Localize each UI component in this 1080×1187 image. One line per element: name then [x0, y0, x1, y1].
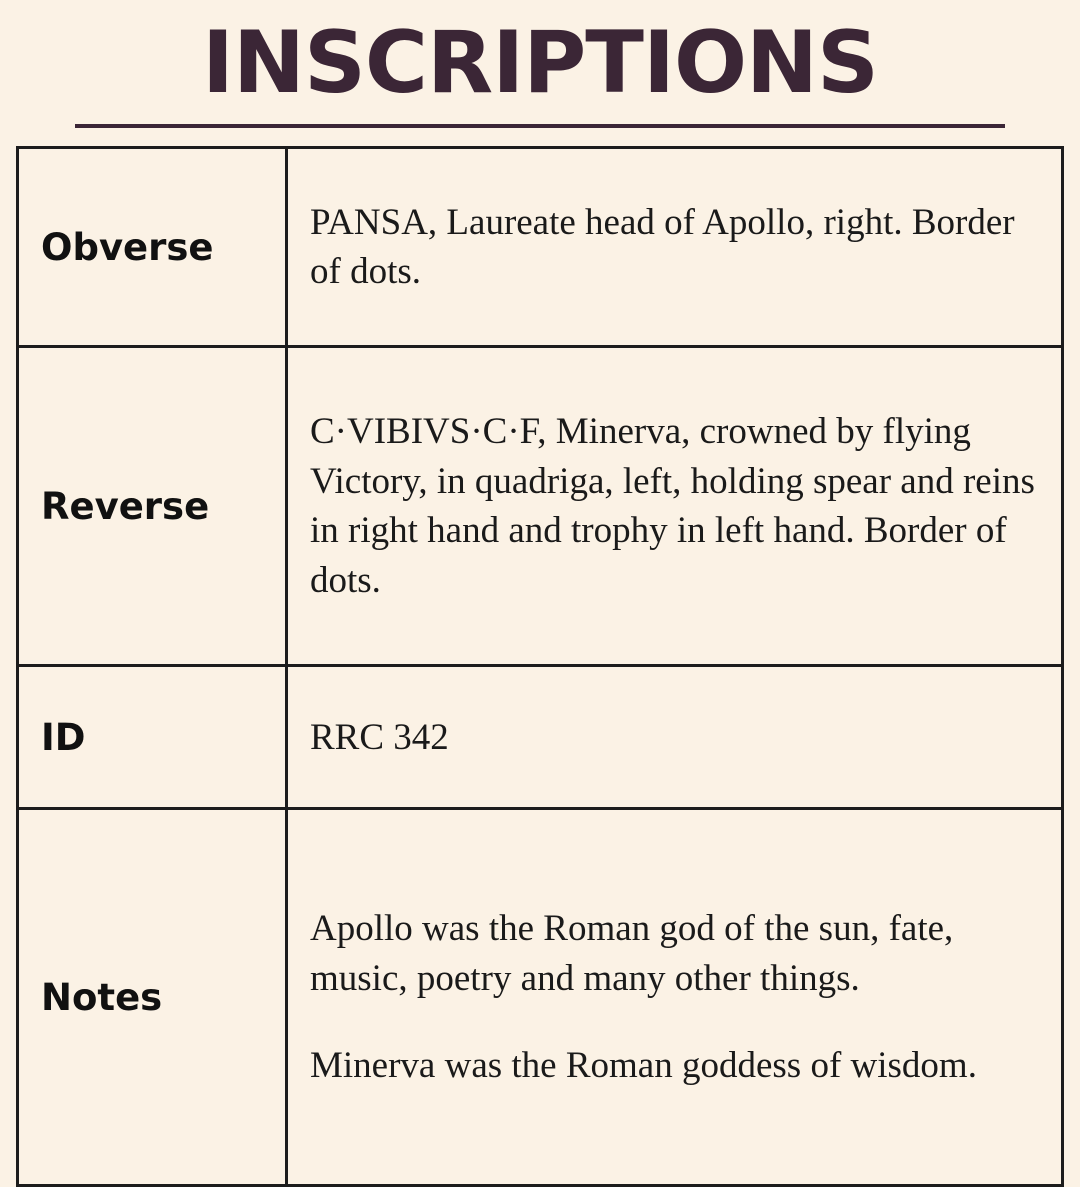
row-value-paragraph: PANSA, Laureate head of Apollo, right. Border of dots.: [310, 201, 1015, 293]
table-row: [18, 347, 1063, 666]
row-label-reverse: Reverse: [18, 347, 287, 666]
row-label-notes: Notes: [18, 809, 287, 1186]
row-value-notes: [287, 809, 1063, 1186]
row-value-paragraph: C·VIBIVS·C·F, Minerva, crowned by flying Victory, in quadriga, left, holding spear and reins in right hand and trophy in left hand. Border of dots.: [310, 411, 1035, 601]
inscriptions-table: [16, 146, 1064, 1187]
row-value-paragraph: Minerva was the Roman goddess of wisdom.: [310, 1045, 977, 1087]
table-row: [18, 148, 1063, 347]
row-value-obverse: [287, 148, 1063, 347]
row-value-paragraph: RRC 342: [310, 716, 449, 758]
row-value-paragraph: Apollo was the Roman god of the sun, fate, music, poetry and many other things.: [310, 907, 954, 999]
title-divider: [75, 124, 1005, 128]
row-value-id: [287, 666, 1063, 809]
page-title: INSCRIPTIONS: [202, 13, 878, 113]
row-label-id: ID: [18, 666, 287, 809]
table-row: [18, 666, 1063, 809]
row-label-obverse: Obverse: [18, 148, 287, 347]
table-row: [18, 809, 1063, 1186]
row-value-reverse: [287, 347, 1063, 666]
